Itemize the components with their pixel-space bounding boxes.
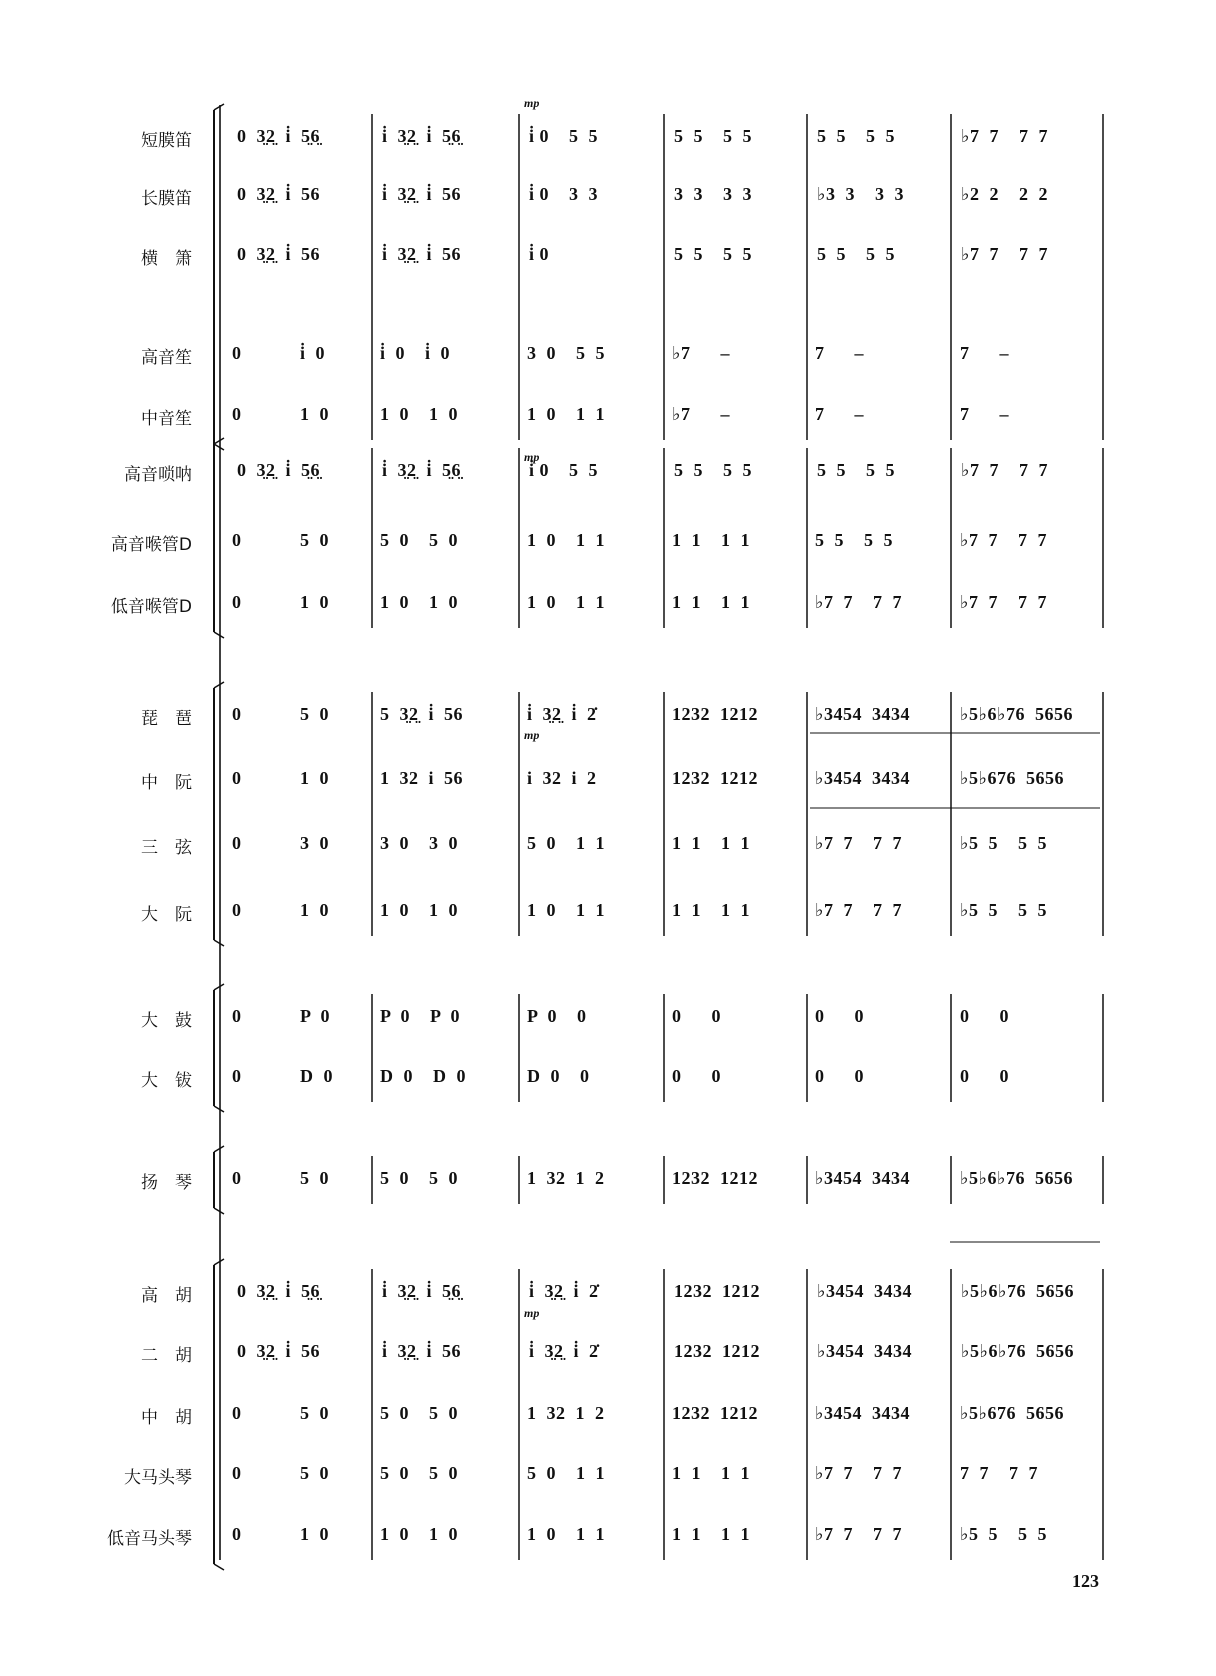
instrument-label: 大马头琴 — [124, 1468, 192, 1488]
measure-notes: ♭5♭676 5656 — [960, 1403, 1064, 1423]
measure-notes: i̇ 3̤2̤ i̇ 5̤6̤ — [382, 1281, 462, 1301]
measure-notes: ♭5 5 5 5 — [960, 833, 1047, 853]
measure-notes: 1232 1212 — [672, 1403, 758, 1423]
measure-notes: 1 0 1 1 — [527, 530, 605, 550]
measure-notes: P 0 P 0 — [380, 1006, 461, 1026]
dynamic-mp-3: mp — [524, 728, 540, 742]
measure-notes: ♭3454 3434 — [817, 1281, 912, 1301]
measure-notes: 0 — [232, 768, 242, 788]
measure-notes: 1 0 1 1 — [527, 1524, 605, 1544]
measure-notes: ♭5♭676 5656 — [960, 768, 1064, 788]
measure-notes: 5 5 5 5 — [817, 126, 895, 146]
measure-notes: 0 0 — [815, 1006, 864, 1026]
group-brace-cap — [214, 1564, 224, 1570]
dynamic-mp-2: mp — [524, 450, 540, 464]
measure-notes: i̇ 3̤2̤ i̇ 56 — [382, 1341, 462, 1361]
measure-notes: 0 — [232, 1524, 242, 1544]
measure-notes: 1 1 1 1 — [672, 1524, 750, 1544]
instrument-label: 大 钹 — [141, 1071, 192, 1091]
measure-notes: 5 5 5 5 — [817, 460, 895, 480]
measure-notes: i̇ 3̤2̤ i̇ 56 — [382, 184, 462, 204]
measure-notes: 3 0 — [300, 833, 329, 853]
measure-notes: ♭7 7 7 7 — [815, 592, 902, 612]
measure-notes: i̇ 3̤2̤ i̇ 2̇ — [527, 704, 597, 724]
measure-notes: ♭7 7 7 7 — [815, 833, 902, 853]
measure-notes: ♭7 7 7 7 — [961, 460, 1048, 480]
measure-notes: 1 32 1 2 — [527, 1403, 605, 1423]
measure-notes: 0 0 — [815, 1066, 864, 1086]
measure-notes: ♭7 7 7 7 — [815, 1524, 902, 1544]
instrument-label: 二 胡 — [141, 1346, 192, 1366]
measure-notes: 7 – — [815, 343, 864, 363]
group-brace-cap — [214, 1208, 224, 1214]
measure-notes: i̇ 3̤2̤ i̇ 2̇ — [529, 1341, 599, 1361]
measure-notes: ♭3454 3434 — [817, 1341, 912, 1361]
measure-notes: 1 0 1 1 — [527, 592, 605, 612]
measure-notes: 0 3̤2̤ i̇ 56 — [237, 244, 321, 264]
measure-notes: ♭5 5 5 5 — [960, 900, 1047, 920]
measure-notes: 3 0 5 5 — [527, 343, 605, 363]
instrument-label: 大 鼓 — [141, 1011, 192, 1031]
measure-notes: i̇ 3̤2̤ i̇ 2̇ — [529, 1281, 599, 1301]
measure-notes: 0 0 — [672, 1066, 721, 1086]
measure-notes: P 0 0 — [527, 1006, 587, 1026]
measure-notes: ♭7 – — [672, 404, 730, 424]
measure-notes: i̇ 0 3 3 — [529, 184, 599, 204]
measure-notes: 1 32 1 2 — [527, 1168, 605, 1188]
measure-notes: ♭7 – — [672, 343, 730, 363]
measure-notes: 0 — [232, 1463, 242, 1483]
measure-notes: 0 — [232, 530, 242, 550]
instrument-label: 横 箫 — [141, 249, 192, 269]
measure-notes: i̇ 3̤2̤ i̇ 56 — [382, 244, 462, 264]
measure-notes: 1 1 1 1 — [672, 1463, 750, 1483]
measure-notes: ♭3454 3434 — [815, 1403, 910, 1423]
measure-notes: 0 — [232, 1066, 242, 1086]
measure-notes: 0 — [232, 704, 242, 724]
measure-notes: 1232 1212 — [672, 1168, 758, 1188]
instrument-label: 低音马头琴 — [107, 1529, 192, 1549]
measure-notes: ♭5♭6♭76 5656 — [961, 1341, 1074, 1361]
measure-notes: i̇ 3̤2̤ i̇ 5̤6̤ — [382, 460, 462, 480]
group-brace-cap — [214, 438, 224, 444]
measure-notes: 0 — [232, 404, 242, 424]
measure-notes: i̇ 3̤2̤ i̇ 5̤6̤ — [382, 126, 462, 146]
measure-notes: ♭7 7 7 7 — [815, 1463, 902, 1483]
page-number: 123 — [1072, 1571, 1099, 1591]
measure-notes: 3 3 3 3 — [674, 184, 752, 204]
measure-notes: 1 0 1 1 — [527, 900, 605, 920]
instrument-label: 大 阮 — [141, 905, 192, 925]
instrument-label: 琵 琶 — [141, 709, 192, 729]
measure-notes: ♭3454 3434 — [815, 1168, 910, 1188]
measure-notes: 5 0 5 0 — [380, 530, 458, 550]
measure-notes: 7 – — [960, 404, 1009, 424]
group-brace-cap — [214, 940, 224, 946]
measure-notes: 0 — [232, 833, 242, 853]
measure-notes: 5 0 1 1 — [527, 1463, 605, 1483]
measure-notes: 5 3̤2̤ i̇ 56 — [380, 704, 464, 724]
measure-notes: ♭5♭6♭76 5656 — [960, 1168, 1073, 1188]
instrument-label: 中 阮 — [141, 773, 192, 793]
measure-notes: 1 32 i 56 — [380, 768, 464, 788]
instrument-label: 三 弦 — [141, 838, 192, 858]
measure-notes: 5 5 5 5 — [815, 530, 893, 550]
instrument-label: 长膜笛 — [141, 189, 192, 209]
measure-notes: ♭7 7 7 7 — [960, 530, 1047, 550]
measure-notes: 0 0 — [672, 1006, 721, 1026]
measure-notes: 5 0 1 1 — [527, 833, 605, 853]
measure-notes: 1 0 1 1 — [527, 404, 605, 424]
measure-notes: ♭7 7 7 7 — [961, 126, 1048, 146]
measure-notes: 0 — [232, 343, 242, 363]
measure-notes: i 32 i 2 — [527, 768, 597, 788]
measure-notes: 0 3̤2̤ i̇ 5̤6̤ — [237, 126, 321, 146]
measure-notes: 0 — [232, 900, 242, 920]
measure-notes: 1 1 1 1 — [672, 592, 750, 612]
measure-notes: P 0 — [300, 1006, 331, 1026]
measure-notes: i̇ 0 — [300, 343, 326, 363]
measure-notes: 5 0 — [300, 704, 329, 724]
measure-notes: 0 — [232, 1403, 242, 1423]
measure-notes: 1 0 1 0 — [380, 404, 458, 424]
instrument-label: 中音笙 — [141, 409, 192, 429]
measure-notes: 1232 1212 — [674, 1341, 760, 1361]
measure-notes: 5 0 — [300, 1403, 329, 1423]
measure-notes: 1 1 1 1 — [672, 530, 750, 550]
group-brace-cap — [214, 1106, 224, 1112]
group-brace-cap — [214, 682, 224, 688]
measure-notes: 1232 1212 — [672, 704, 758, 724]
instrument-label: 高音笙 — [141, 348, 192, 368]
measure-notes: i̇ 0 i̇ 0 — [380, 343, 451, 363]
measure-notes: 1 0 — [300, 1524, 329, 1544]
measure-notes: 1 0 — [300, 900, 329, 920]
measure-notes: 5 5 5 5 — [674, 460, 752, 480]
measure-notes: ♭5♭6♭76 5656 — [961, 1281, 1074, 1301]
measure-notes: 5 0 — [300, 1168, 329, 1188]
instrument-label: 中 胡 — [141, 1408, 192, 1428]
measure-notes: D 0 — [300, 1066, 333, 1086]
instrument-label: 高 胡 — [141, 1286, 192, 1306]
measure-notes: 1 0 1 0 — [380, 900, 458, 920]
measure-notes: 1232 1212 — [672, 768, 758, 788]
measure-notes: ♭7 7 7 7 — [960, 592, 1047, 612]
measure-notes: 5 5 5 5 — [674, 126, 752, 146]
measure-notes: 0 3̤2̤ i̇ 5̤6̤ — [237, 460, 321, 480]
group-brace-cap — [214, 1259, 224, 1265]
instrument-label: 扬 琴 — [141, 1173, 192, 1193]
group-brace-cap — [214, 632, 224, 638]
measure-notes: i̇ 0 5 5 — [529, 126, 599, 146]
measure-notes: 5 0 5 0 — [380, 1168, 458, 1188]
measure-notes: 5 0 — [300, 1463, 329, 1483]
measure-notes: 0 3̤2̤ i̇ 56 — [237, 1341, 321, 1361]
measure-notes: 0 — [232, 1168, 242, 1188]
instrument-label: 高音唢呐 — [124, 465, 192, 485]
instrument-label: 高音喉管D — [110, 535, 192, 555]
measure-notes: i̇ 0 5 5 — [529, 460, 599, 480]
measure-notes: 7 7 7 7 — [960, 1463, 1038, 1483]
instrument-label: 短膜笛 — [141, 131, 192, 151]
measure-notes: ♭3454 3434 — [815, 768, 910, 788]
measure-notes: 5 5 5 5 — [817, 244, 895, 264]
measure-notes: 0 — [232, 592, 242, 612]
measure-notes: ♭5 5 5 5 — [960, 1524, 1047, 1544]
instrument-label: 低音喉管D — [110, 597, 192, 617]
measure-notes: ♭3 3 3 3 — [817, 184, 904, 204]
measure-notes: ♭7 7 7 7 — [961, 244, 1048, 264]
measure-notes: 1 0 — [300, 592, 329, 612]
measure-notes: D 0 0 — [527, 1066, 590, 1086]
measure-notes: 1 0 1 0 — [380, 1524, 458, 1544]
measure-notes: 0 0 — [960, 1066, 1009, 1086]
measure-notes: 5 0 5 0 — [380, 1463, 458, 1483]
group-brace-cap — [214, 984, 224, 990]
measure-notes: 1 0 — [300, 404, 329, 424]
group-brace-cap — [214, 104, 224, 110]
measure-notes: 1232 1212 — [674, 1281, 760, 1301]
measure-notes: ♭5♭6♭76 5656 — [960, 704, 1073, 724]
measure-notes: 0 3̤2̤ i̇ 5̤6̤ — [237, 1281, 321, 1301]
measure-notes: 1 1 1 1 — [672, 900, 750, 920]
group-brace-cap — [214, 1146, 224, 1152]
measure-notes: ♭7 7 7 7 — [815, 900, 902, 920]
measure-notes: ♭3454 3434 — [815, 704, 910, 724]
measure-notes: 5 0 — [300, 530, 329, 550]
measure-notes: 1 0 — [300, 768, 329, 788]
measure-notes: 5 5 5 5 — [674, 244, 752, 264]
measure-notes: 0 3̤2̤ i̇ 56 — [237, 184, 321, 204]
measure-notes: 1 1 1 1 — [672, 833, 750, 853]
measure-notes: 0 0 — [960, 1006, 1009, 1026]
measure-notes: 7 – — [815, 404, 864, 424]
measure-notes: 1 0 1 0 — [380, 592, 458, 612]
measure-notes: 5 0 5 0 — [380, 1403, 458, 1423]
measure-notes: D 0 D 0 — [380, 1066, 466, 1086]
dynamic-mp-1: mp — [524, 96, 540, 110]
measure-notes: 3 0 3 0 — [380, 833, 458, 853]
measure-notes: 7 – — [960, 343, 1009, 363]
dynamic-mp-4: mp — [524, 1306, 540, 1320]
measure-notes: i̇ 0 — [529, 244, 550, 264]
group-brace-cap — [214, 444, 224, 450]
measure-notes: ♭2 2 2 2 — [961, 184, 1048, 204]
measure-notes: 0 — [232, 1006, 242, 1026]
